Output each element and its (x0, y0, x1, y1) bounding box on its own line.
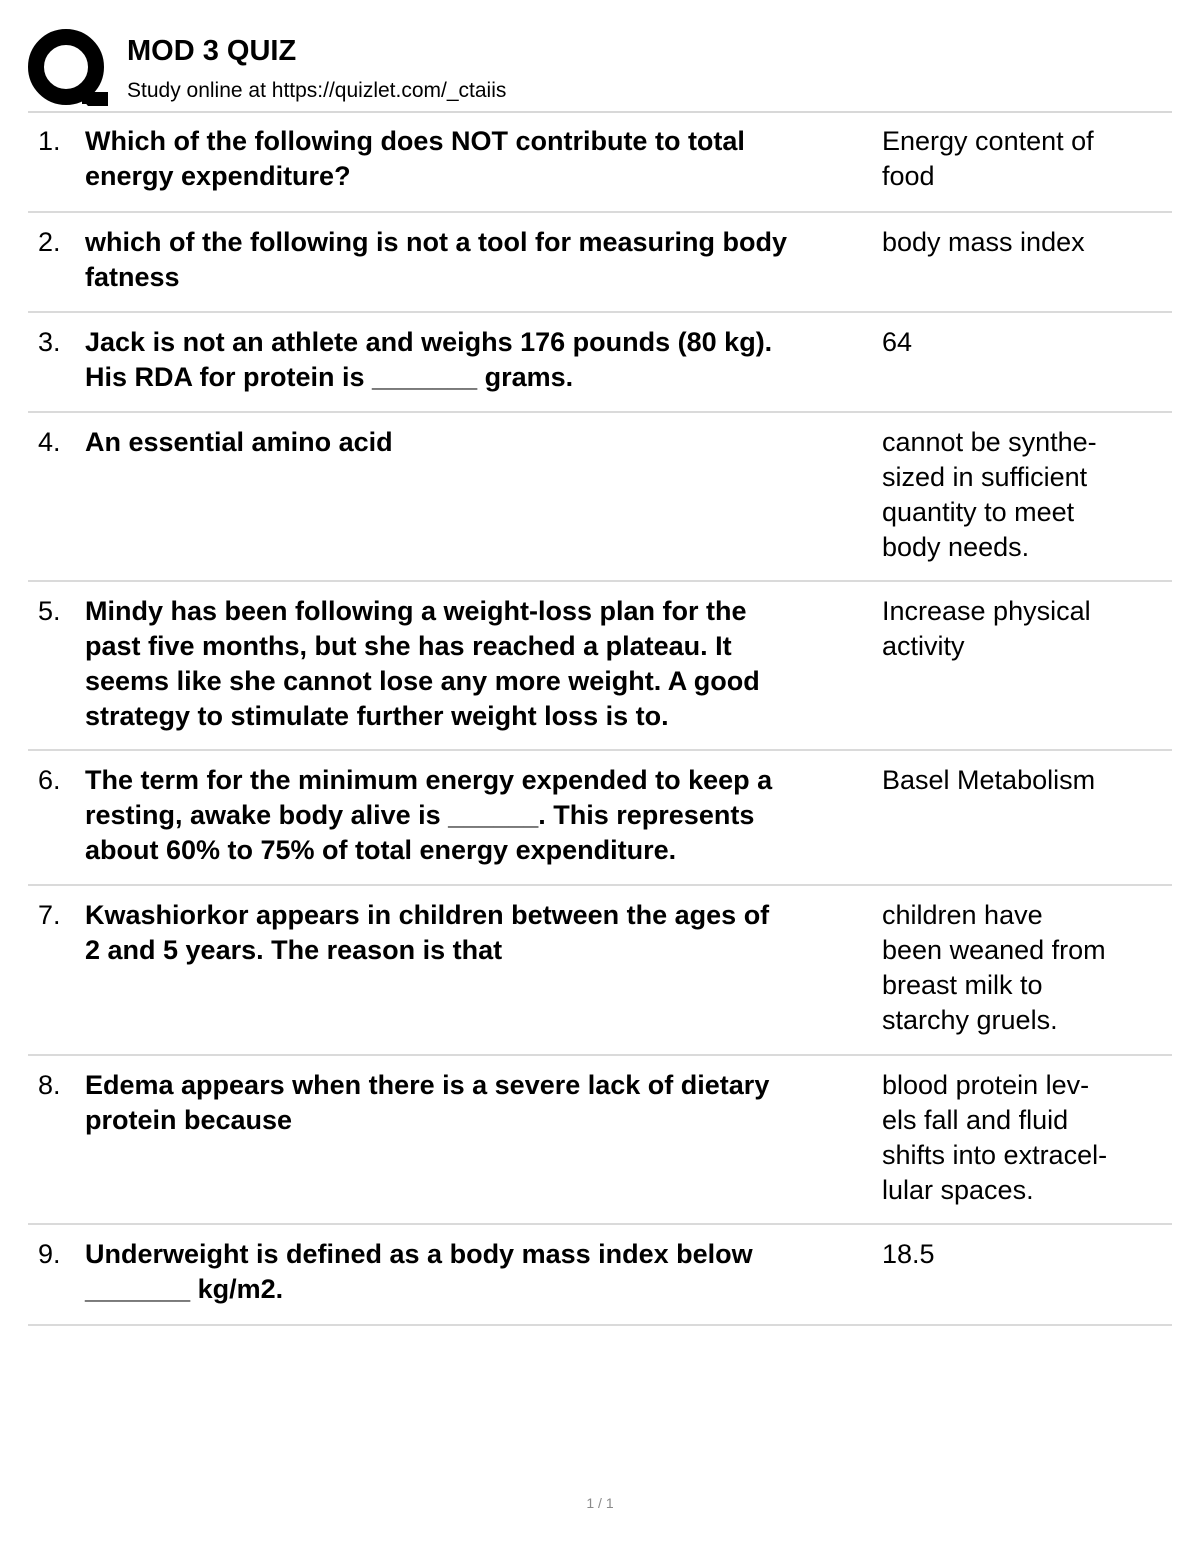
answer-text: Increase physical activity (882, 596, 1091, 661)
page-number: 1 / 1 (586, 1495, 614, 1511)
question-text: Edema appears when there is a severe lack of dietary protein because (85, 1070, 770, 1135)
question-row-2 (28, 213, 1172, 313)
question-number: 3. (38, 327, 61, 357)
study-online-link-text: Study online at https://quizlet.com/_ctaiis (127, 79, 507, 102)
answer-text: 64 (882, 327, 913, 357)
question-text: Underweight is defined as a body mass index below _______ kg/m2. (85, 1239, 753, 1304)
question-number: 4. (38, 427, 61, 457)
question-text: The term for the minimum energy expended to keep a resting, awake body alive is ______. This represents about 60% to 75% of total energy expenditure. (85, 765, 773, 865)
question-text: Mindy has been following a weight-loss plan for the past five months, but she has reached a plateau. It seems like she cannot lose any more weight. A good strategy to stimulate further weight loss is to. (85, 596, 760, 731)
question-number: 6. (38, 765, 61, 795)
question-row-3 (28, 313, 1172, 413)
question-text: Jack is not an athlete and weighs 176 pounds (80 kg). His RDA for protein is _______ grams. (85, 327, 773, 392)
question-number: 2. (38, 227, 61, 257)
page-title: MOD 3 QUIZ (127, 35, 297, 67)
question-row-5 (28, 582, 1172, 751)
answer-text: body mass index (882, 227, 1085, 257)
question-number: 8. (38, 1070, 61, 1100)
question-number: 5. (38, 596, 61, 626)
answer-text: Basel Metabolism (882, 765, 1096, 795)
question-text: which of the following is not a tool for measuring body fatness (85, 227, 787, 292)
question-row-4 (28, 413, 1172, 582)
question-row-9 (28, 1225, 1172, 1326)
page-header (28, 28, 1172, 112)
question-number: 7. (38, 900, 61, 930)
question-number: 1. (38, 126, 61, 156)
answer-text: blood protein lev- els fall and fluid shifts into extracel- lular spaces. (882, 1070, 1108, 1205)
answer-text: 18.5 (882, 1239, 935, 1269)
question-row-7 (28, 886, 1172, 1056)
question-row-8 (28, 1056, 1172, 1225)
question-row-6 (28, 751, 1172, 886)
question-list (28, 112, 1172, 1326)
question-text: Kwashiorkor appears in children between the ages of 2 and 5 years. The reason is that (85, 900, 770, 965)
question-row-1 (28, 112, 1172, 213)
question-number: 9. (38, 1239, 61, 1269)
question-text: An essential amino acid (85, 427, 393, 457)
answer-text: cannot be synthe- sized in sufficient quantity to meet body needs. (882, 427, 1097, 562)
answer-text: Energy content of food (882, 126, 1094, 191)
answer-text: children have been weaned from breast milk to starchy gruels. (882, 900, 1106, 1035)
quizlet-q-logo-icon (28, 28, 108, 108)
question-text: Which of the following does NOT contribute to total energy expenditure? (85, 126, 745, 191)
